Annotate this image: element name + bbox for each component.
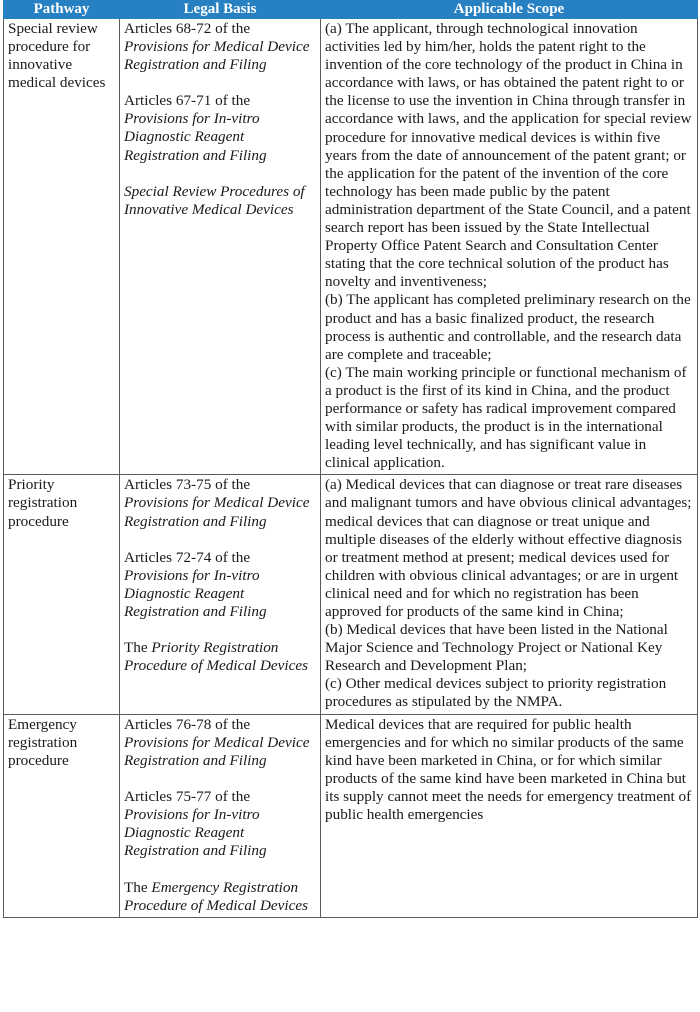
basis-title: Provisions for Medical Device Registration and Filing <box>124 494 310 530</box>
pathway-cell: Priority registration procedure <box>4 475 120 714</box>
basis-title: Provisions for In-vitro Diagnostic Reagent Registration and Filing <box>124 110 267 164</box>
basis-title: Provisions for Medical Device Registration and Filing <box>124 733 310 769</box>
table-row <box>4 475 698 714</box>
legal-basis-cell <box>120 19 321 475</box>
table-row <box>4 19 698 475</box>
basis-entry <box>124 788 316 860</box>
scope-cell <box>321 714 698 918</box>
basis-title: Priority Registration Procedure of Medical Devices <box>124 639 308 675</box>
basis-entry <box>124 20 316 74</box>
basis-prefix: Articles 75-77 of the <box>124 787 251 805</box>
scope-paragraph: (c) Other medical devices subject to priority registration procedures as stipulated by the NMPA. <box>325 675 667 711</box>
header-row <box>4 1 698 19</box>
scope-paragraph: (a) The applicant, through technological innovation activities led by him/her, holds the patent right to the invention of the core technology of the product in China in accordance with laws, or has obtained the patent right to or the license to use the invention in China through transfer in accordance with laws, and the application for special review procedure for innovative medical devices is within five years from the date of announcement of the patent grant; or the application for the patent of the invention of the core technology has been made public by the patent administration department of the State Council, and a patent search report has been issued by the State Intellectual Property Office Patent Search and Consultation Center stating that the core technical solution of the product has novelty and inventiveness; <box>325 20 692 291</box>
scope-paragraph: (c) The main working principle or functional mechanism of a product is the first of its kind in China, and the product performance or safety has radical improvement compared with similar products, the product is in the international leading level technically, and has significant value in clinical application. <box>325 363 687 472</box>
basis-entry <box>124 476 316 530</box>
pathway-cell: Special review procedure for innovative medical devices <box>4 19 120 475</box>
legal-basis-cell <box>120 714 321 918</box>
basis-entry <box>124 549 316 621</box>
scope-cell <box>321 19 698 475</box>
basis-entry <box>124 879 316 915</box>
basis-prefix: Articles 72-74 of the <box>124 548 251 566</box>
basis-prefix: Articles 68-72 of the <box>124 20 251 37</box>
scope-paragraph: (a) Medical devices that can diagnose or treat rare diseases and malignant tumors and have obvious clinical advantages; medical devices that can diagnose or treat unique and multiple diseases of the elderly without effective diagnosis or treatment method at present; medical devices used for children with obvious clinical advantages; or are in urgent clinical need and for which no registration has been approved for products of the same kind in China; <box>325 476 692 620</box>
scope-cell <box>321 475 698 714</box>
basis-prefix: The <box>124 639 152 656</box>
scope-paragraph: (b) The applicant has completed preliminary research on the product and has a basic finalized product, the research process is authentic and controllable, and the research data are complete and traceable; <box>325 291 691 363</box>
basis-title: Special Review Procedures of Innovative Medical Devices <box>124 182 305 218</box>
basis-prefix: The <box>124 879 152 897</box>
pathways-table <box>3 0 698 918</box>
basis-title: Provisions for Medical Device Registration and Filing <box>124 38 310 74</box>
basis-entry <box>124 716 316 770</box>
basis-title: Provisions for In-vitro Diagnostic Reagent Registration and Filing <box>124 566 267 620</box>
basis-prefix: Articles 76-78 of the <box>124 715 251 733</box>
pathway-cell: Emergency registration procedure <box>4 714 120 918</box>
basis-title: Emergency Registration Procedure of Medical Devices <box>124 879 308 915</box>
scope-text <box>325 476 693 711</box>
basis-prefix: Articles 67-71 of the <box>124 92 251 110</box>
header-pathway: Pathway <box>4 1 120 19</box>
scope-text <box>325 20 693 472</box>
basis-prefix: Articles 73-75 of the <box>124 476 251 494</box>
scope-text <box>325 716 693 825</box>
basis-entry <box>124 92 316 164</box>
scope-paragraph: (b) Medical devices that have been listed in the National Major Science and Technology Project or National Key Research and Development Plan; <box>325 621 668 675</box>
basis-title: Provisions for In-vitro Diagnostic Reagent Registration and Filing <box>124 805 267 860</box>
basis-entry <box>124 183 316 219</box>
legal-basis-cell <box>120 475 321 714</box>
table-row <box>4 714 698 918</box>
header-legal-basis: Legal Basis <box>120 1 321 19</box>
scope-paragraph: Medical devices that are required for public health emergencies and for which no similar products of the same kind have been marketed in China, or for which similar products of the same kind have been marketed in China but its supply cannot meet the needs for emergency treatment of public health emergencies <box>325 715 692 824</box>
header-applicable-scope: Applicable Scope <box>321 1 698 19</box>
basis-entry <box>124 639 316 675</box>
